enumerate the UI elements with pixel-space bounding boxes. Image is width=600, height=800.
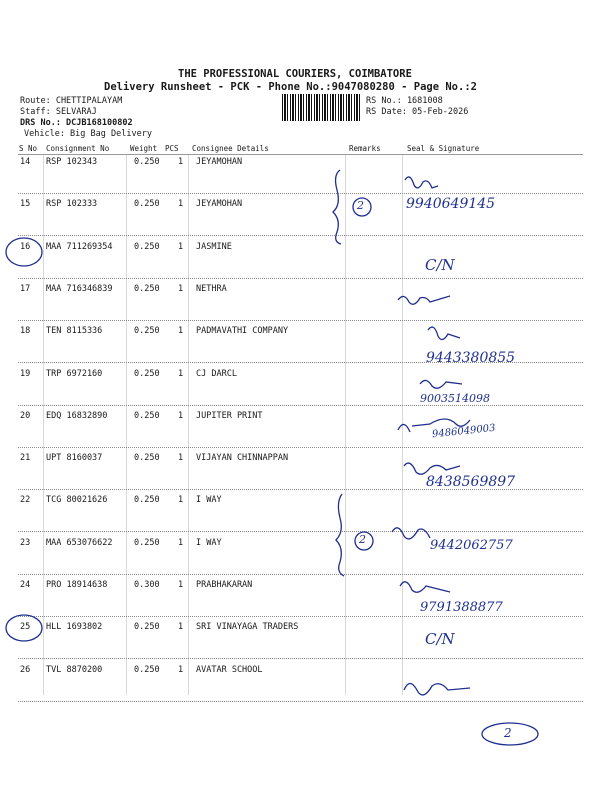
handwritten-phone: 9003514098 [420,392,490,405]
cell-consignment: MAA 716346839 [46,284,113,294]
cell-weight: 0.250 [134,411,160,421]
cell-pcs: 1 [178,411,184,421]
cell-pcs: 1 [178,284,184,294]
cell-sno: 14 [20,157,31,167]
cell-consignment: HLL 1693802 [46,622,103,632]
cell-sno: 16 [20,242,31,252]
signature-mark [392,528,430,539]
handwritten-phone: 9791388877 [420,600,503,615]
cell-sno: 20 [20,411,31,421]
cell-consignment: MAA 711269354 [46,242,113,252]
cell-pcs: 1 [178,453,184,463]
cell-consignee: JUPITER PRINT [196,411,263,421]
cell-pcs: 1 [178,495,184,505]
cell-consignment: TRP 6972160 [46,369,103,379]
cell-sno: 23 [20,538,31,548]
cell-consignment: TVL 8870200 [46,665,103,675]
handwritten-phone: 8438569897 [426,474,516,490]
cell-consignment: UPT 8160037 [46,453,103,463]
handwritten-cn: C/N [425,256,455,274]
col-sno: S No [19,144,38,153]
cell-pcs: 1 [178,242,184,252]
brace-mark [333,170,341,244]
cell-consignee: I WAY [196,495,222,505]
handwritten-cn: C/N [425,630,455,648]
vehicle-label: Vehicle: Big Bag Delivery [24,129,152,139]
cell-pcs: 1 [178,326,184,336]
cell-weight: 0.250 [134,284,160,294]
cell-consignment: RSP 102343 [46,157,98,167]
col-consignment: Consignment No [46,144,110,153]
col-seal: Seal & Signature [407,144,480,153]
rs-date: RS Date: 05-Feb-2026 [366,107,469,117]
signature-mark [405,177,438,188]
cell-consignment: EDQ 16832890 [46,411,108,421]
cell-weight: 0.250 [134,622,160,632]
cell-consignment: PRO 18914638 [46,580,108,590]
cell-consignee: PRABHAKARAN [196,580,253,590]
route-label: Route: CHETTIPALAYAM [20,96,123,106]
cell-consignee: VIJAYAN CHINNAPPAN [196,453,289,463]
cell-weight: 0.250 [134,242,160,252]
signature-mark [398,296,450,304]
cell-pcs: 1 [178,580,184,590]
cell-pcs: 1 [178,369,184,379]
drs-number: DRS No.: DCJB168100802 [20,118,133,128]
cell-sno: 25 [20,622,31,632]
circle-mark [6,615,42,641]
cell-weight: 0.250 [134,495,160,505]
cell-pcs: 1 [178,538,184,548]
rs-number: RS No.: 1681008 [366,96,443,106]
col-weight: Weight [130,144,158,153]
col-remarks: Remarks [349,144,381,153]
cell-consignee: JASMINE [196,242,232,252]
cell-pcs: 1 [178,622,184,632]
cell-weight: 0.300 [134,580,160,590]
cell-consignee: SRI VINAYAGA TRADERS [196,622,299,632]
cell-consignee: NETHRA [196,284,227,294]
cell-weight: 0.250 [134,326,160,336]
cell-consignee: CJ DARCL [196,369,237,379]
handwritten-page-number: 2 [504,726,512,740]
page-subtitle: Delivery Runsheet - PCK - Phone No.:9047080280 - Page No.:2 [104,81,477,93]
handwritten-phone: 9443380855 [426,350,516,366]
cell-consignee: PADMAVATHI COMPANY [196,326,289,336]
cell-sno: 17 [20,284,31,294]
cell-consignee: JEYAMOHAN [196,199,243,209]
cell-sno: 26 [20,665,31,675]
handwritten-phone: 9442062757 [430,538,513,553]
signature-mark [428,327,460,339]
cell-weight: 0.250 [134,199,160,209]
cell-consignee: JEYAMOHAN [196,157,243,167]
col-consignee: Consignee Details [192,144,269,153]
handwritten-phone: 9940649145 [406,196,496,212]
page-title: THE PROFESSIONAL COURIERS, COIMBATORE [178,68,412,80]
handwritten-count: 2 [359,533,366,546]
signature-mark [404,683,470,694]
handwritten-phone: 9486049003 [431,422,497,441]
cell-sno: 22 [20,495,31,505]
cell-sno: 15 [20,199,31,209]
cell-pcs: 1 [178,665,184,675]
cell-weight: 0.250 [134,453,160,463]
cell-consignment: TEN 8115336 [46,326,103,336]
col-pcs: PCS [165,144,179,153]
cell-sno: 24 [20,580,31,590]
cell-weight: 0.250 [134,538,160,548]
handwritten-count: 2 [357,199,364,212]
cell-pcs: 1 [178,157,184,167]
signature-mark [404,463,460,474]
staff-label: Staff: SELVARAJ [20,107,97,117]
cell-weight: 0.250 [134,369,160,379]
cell-consignment: MAA 653076622 [46,538,113,548]
cell-pcs: 1 [178,199,184,209]
cell-consignment: RSP 102333 [46,199,98,209]
cell-consignment: TCG 80021626 [46,495,108,505]
cell-weight: 0.250 [134,157,160,167]
cell-consignee: AVATAR SCHOOL [196,665,263,675]
cell-weight: 0.250 [134,665,160,675]
circle-mark [6,238,42,266]
cell-sno: 21 [20,453,31,463]
signature-mark [420,380,462,388]
cell-consignee: I WAY [196,538,222,548]
brace-mark [336,494,344,576]
cell-sno: 18 [20,326,31,336]
signature-mark [400,582,450,592]
cell-sno: 19 [20,369,31,379]
